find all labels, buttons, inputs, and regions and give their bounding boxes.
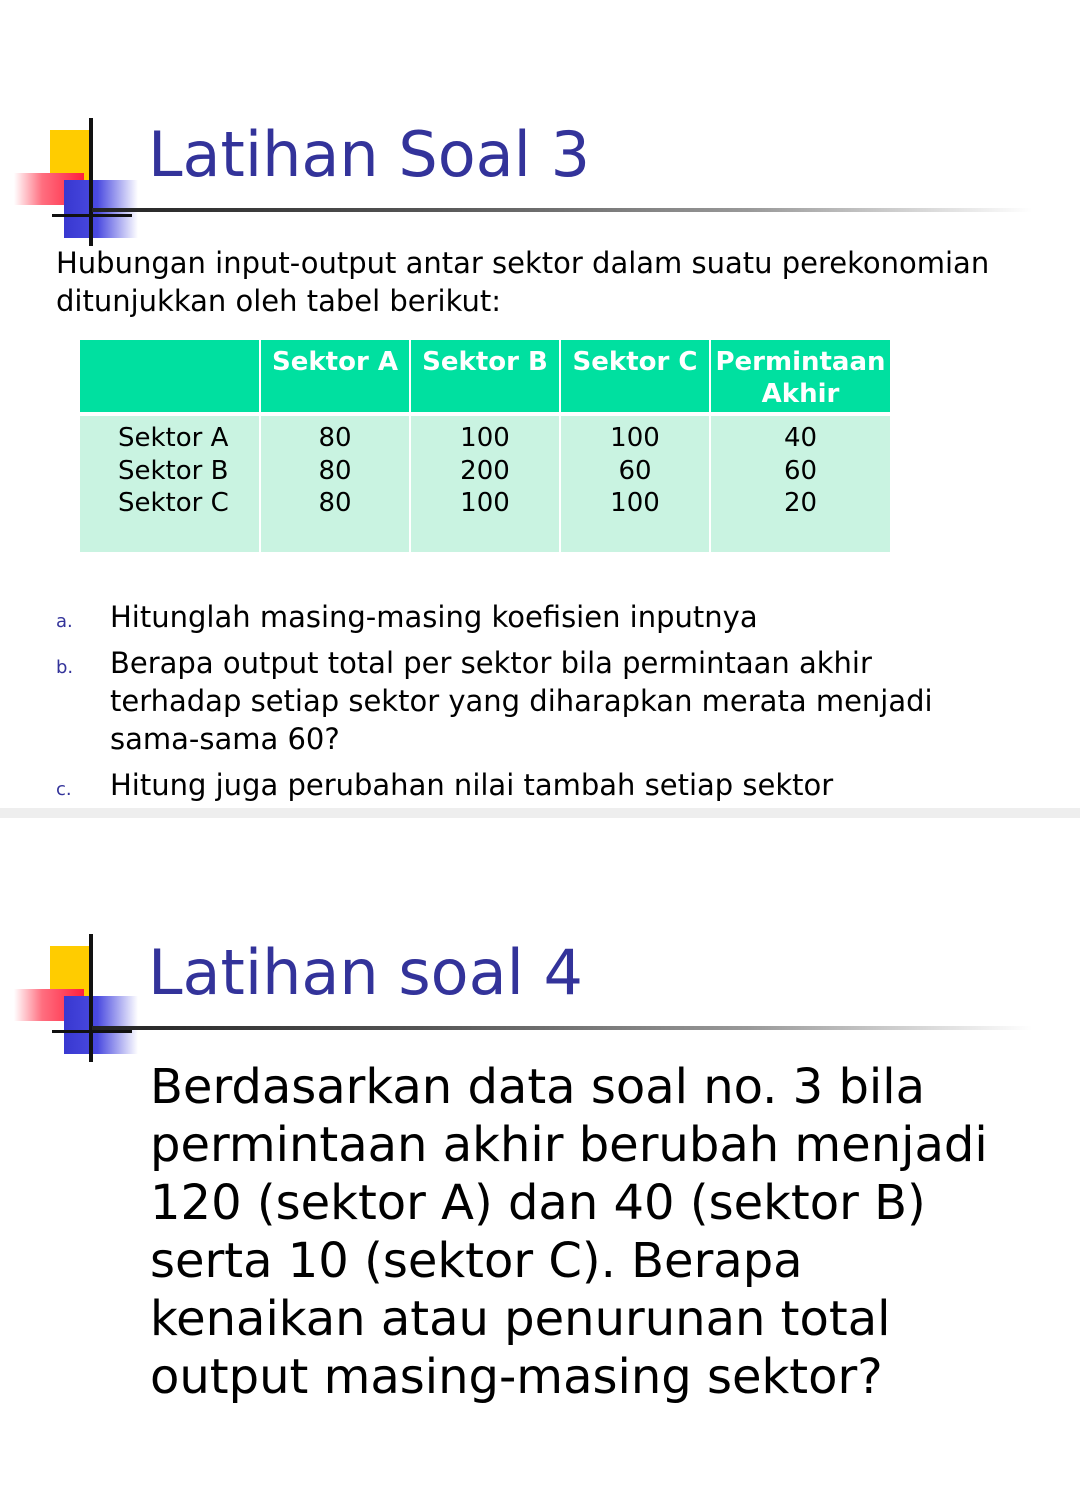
table-header-cell: Sektor C [560,340,710,414]
table-cell: 100 [610,488,660,518]
table-cell: 80 [318,423,352,453]
logo-vertical-line [89,118,93,246]
slide-logo-icon [0,934,160,1064]
question-item [0,644,1010,758]
table-cell: 20 [783,488,818,518]
table-cell: 100 [460,488,510,518]
slide-separator [0,808,1080,818]
permintaan-akhir-column [710,414,890,552]
table-cell: 80 [318,455,352,486]
sektor-b-column [410,414,560,552]
question-marker: a. [56,611,73,632]
slide-logo-icon [0,118,160,248]
table-cell: 60 [783,455,818,486]
question-list [0,598,1080,812]
logo-blue-square [64,996,138,1054]
table-cell: Sektor B [118,455,229,486]
logo-vertical-line [89,934,93,1062]
slide-title: Latihan Soal 3 [148,118,591,191]
row-label-column [80,414,260,552]
table-header-cell: Permintaan Akhir [710,340,890,414]
table-cell: Sektor C [118,488,229,518]
question-body-text: Berdasarkan data soal no. 3 bila permintaan akhir berubah menjadi 120 (sektor A) dan 40 (sektor B) serta 10 (sektor C). Berapa kenaikan atau penurunan total output masing-masing sektor? [150,1059,988,1405]
question-item [0,766,1010,804]
question-text: Berapa output total per sektor bila permintaan akhir terhadap setiap sektor yang diharapkan merata menjadi sama-sama 60? [110,646,933,756]
table-cell: 100 [460,423,510,453]
table-header-cell: Sektor B [410,340,560,414]
question-item [0,598,1010,636]
table-header-cell: Sektor A [260,340,410,414]
question-text: Hitung juga perubahan nilai tambah setiap sektor [110,768,834,802]
intro-text: Hubungan input-output antar sektor dalam suatu perekonomian ditunjukkan oleh tabel berikut: [56,246,990,318]
table-cell: 80 [318,488,352,518]
table-cell: 200 [460,455,510,486]
slide-title: Latihan soal 4 [148,936,583,1009]
table-header-cell [80,340,260,414]
table-header-row [80,340,890,414]
table-body-row [80,414,890,552]
title-underline [92,1026,1032,1030]
logo-horizontal-line [52,1030,132,1033]
slide-latihan-soal-4 [0,818,1080,1501]
table-cell: 100 [610,423,660,453]
sektor-c-column [560,414,710,552]
question-marker: b. [56,657,74,678]
input-output-table [80,340,890,552]
logo-horizontal-line [52,214,132,217]
table-cell: 60 [618,455,652,486]
title-underline [92,208,1032,212]
question-text: Hitunglah masing-masing koefisien inputnya [110,600,758,634]
table-cell: Sektor A [118,423,229,453]
sektor-a-column [260,414,410,552]
question-marker: c. [56,779,72,800]
table-cell: 40 [783,423,818,453]
